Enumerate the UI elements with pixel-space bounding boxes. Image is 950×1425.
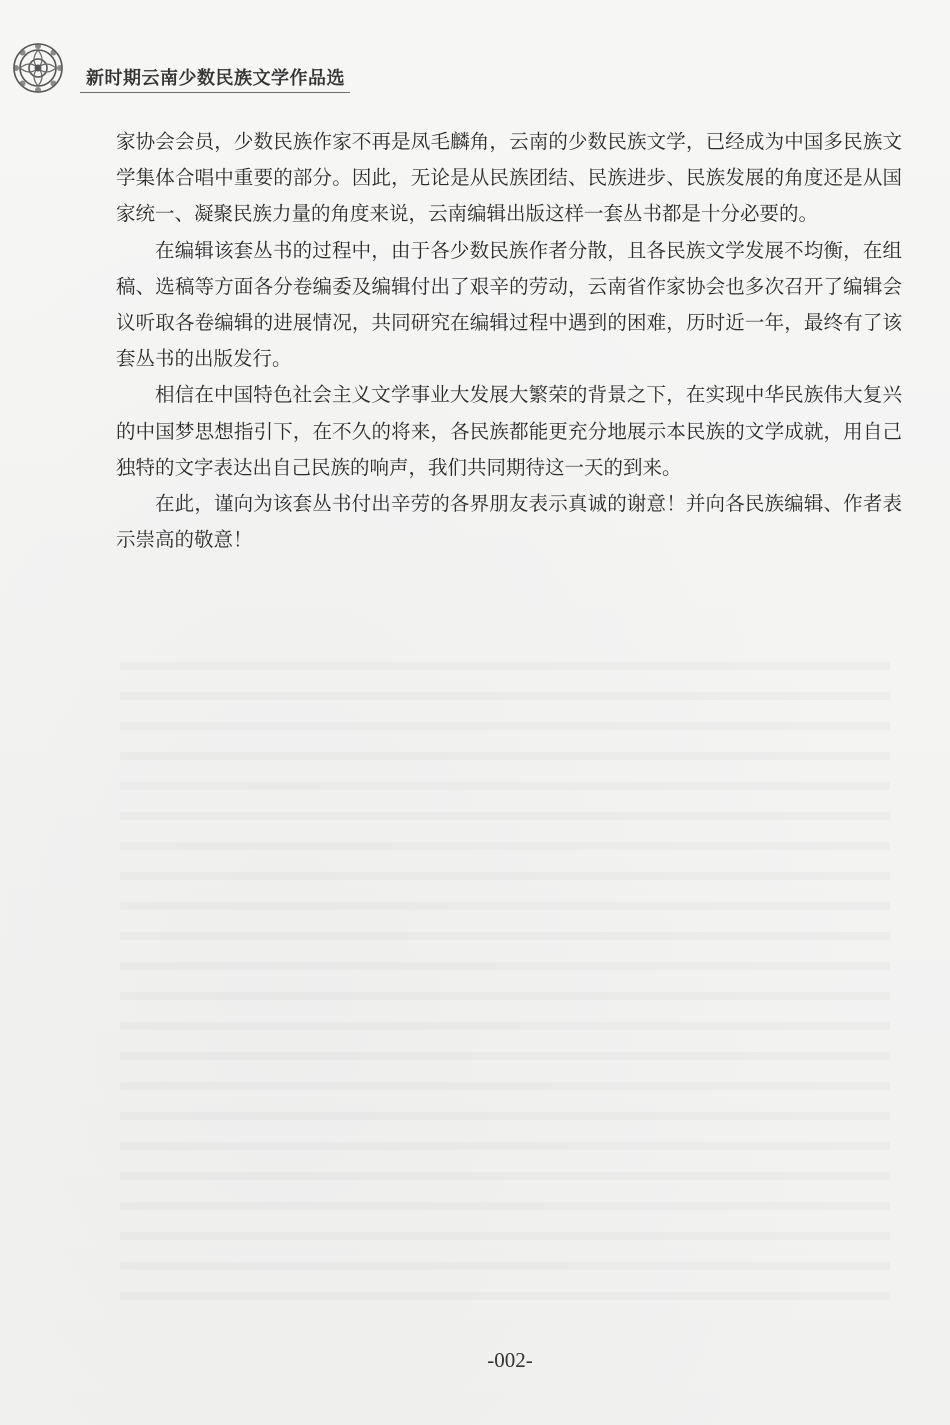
bleed-through-texture — [120, 640, 890, 1320]
page-number: -002- — [487, 1348, 533, 1372]
paragraph-2: 在编辑该套丛书的过程中，由于各少数民族作者分散，且各民族文学发展不均衡，在组稿、选稿等方面各分卷编委及编辑付出了艰辛的劳动，云南省作家协会也多次召开了编辑会议听取各卷编辑的进展情况，共同研究在编辑过程中遇到的困难，历时近一年，最终有了该套丛书的出版发行。 — [116, 238, 902, 371]
paragraph-4: 在此，谨向为该套丛书付出辛劳的各界朋友表示真诚的谢意！并向各民族编辑、作者表示崇高的敬意！ — [116, 492, 902, 552]
paragraph-3: 相信在中国特色社会主义文学事业大发展大繁荣的背景之下，在实现中华民族伟大复兴的中国梦思想指引下，在不久的将来，各民族都能更充分地展示本民族的文学成就，用自己独特的文字表达出自己民族的响声，我们共同期待这一天的到来。 — [116, 383, 902, 479]
header-divider — [80, 92, 350, 93]
header-title: 新时期云南少数民族文学作品选 — [86, 68, 345, 89]
paragraph-1: 家协会会员，少数民族作家不再是凤毛麟角，云南的少数民族文学，已经成为中国多民族文学集体合唱中重要的部分。因此，无论是从民族团结、民族进步、民族发展的角度还是从国家统一、凝聚民族力量的角度来说，云南编辑出版这样一套丛书都是十分必要的。 — [116, 130, 902, 226]
body-text — [116, 124, 902, 558]
running-header — [6, 40, 351, 96]
ornamental-medallion-icon — [6, 40, 70, 96]
